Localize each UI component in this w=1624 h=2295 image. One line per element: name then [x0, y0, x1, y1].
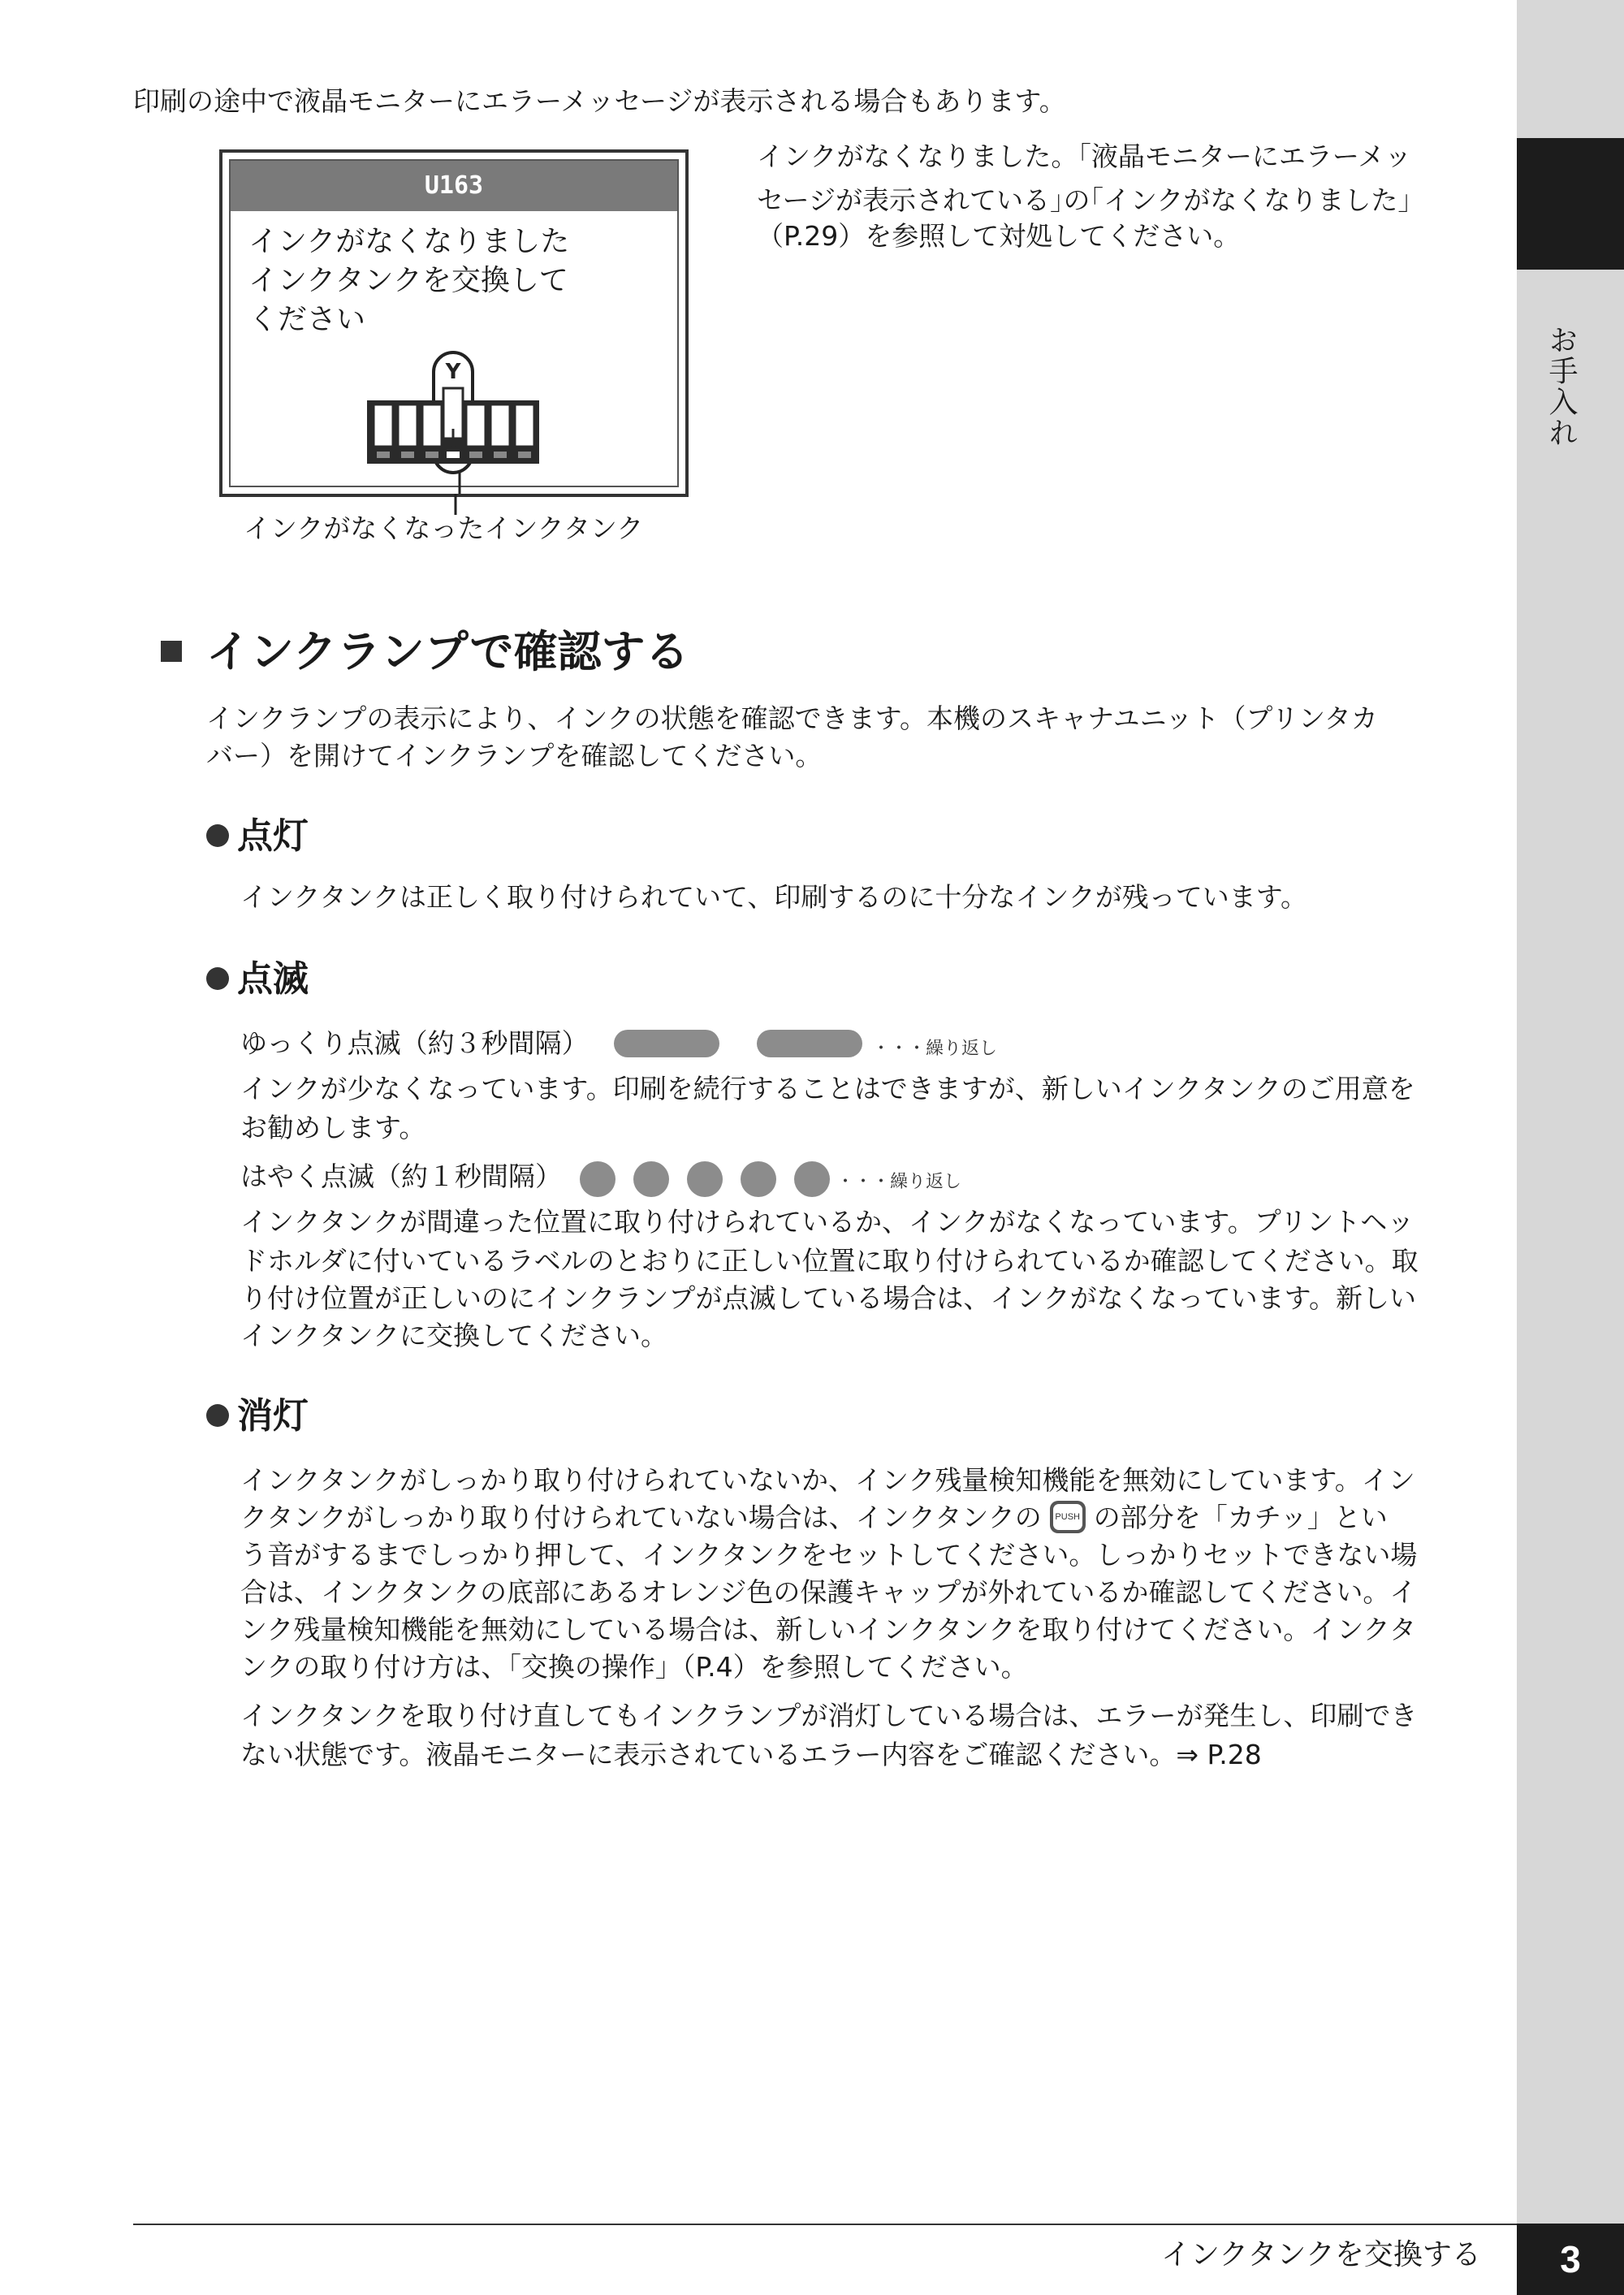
fast-blink-label: はやく点滅（約１秒間隔）	[240, 1160, 562, 1192]
blink-heading-text: 点滅	[237, 958, 309, 1000]
lcd-note-line-3: （P.29）を参照して対処してください。	[757, 220, 1241, 252]
ink-tank-1	[374, 404, 393, 447]
ink-tank-2	[398, 404, 417, 447]
footer-title: インクタンクを交換する	[1161, 2238, 1481, 2271]
footer-rule	[133, 2224, 1517, 2225]
off-body-line-6: ンクの取り付け方は、｢交換の操作｣（P.4）を参照してください。	[240, 1651, 1028, 1683]
off-body2-line-2: ない状態です。液晶モニターに表示されているエラー内容をご確認ください。⇒ P.28	[240, 1739, 1262, 1770]
fast-blink-body-1: インクタンクが間違った位置に取り付けられているか、インクがなくなっています。プリントヘッ	[240, 1206, 1415, 1238]
lit-heading-text: 点灯	[237, 815, 309, 857]
lit-body: インクタンクは正しく取り付けられていて、印刷するのに十分なインクが残っています。	[240, 881, 1308, 913]
off-body2-line-1: インクタンクを取り付け直してもインクランプが消灯している場合は、エラーが発生し、印刷でき	[240, 1700, 1418, 1731]
lcd-note-line-2: セージが表示されている｣の｢インクがなくなりました｣	[757, 184, 1411, 216]
fast-blink-repeat: ・・・繰り返し	[836, 1172, 962, 1192]
section-heading	[161, 624, 689, 681]
fast-blink-lamp-4	[741, 1161, 776, 1197]
square-bullet-icon	[161, 641, 182, 662]
fast-blink-body-4: インクタンクに交換してください。	[240, 1320, 668, 1351]
off-body-line-1: インクタンクがしっかり取り付けられていないか、インク残量検知機能を無効にしています。イン	[240, 1464, 1415, 1496]
fast-blink-lamp-5	[794, 1161, 830, 1197]
circle-bullet-icon	[206, 824, 229, 847]
side-tab-label: お手入れ	[1544, 325, 1578, 448]
off-heading	[206, 1392, 309, 1441]
circle-bullet-icon	[206, 1404, 229, 1427]
off-body-line-2: クタンクがしっかり取り付けられていない場合は、インクタンクの PUSH の部分を「カチッ」とい	[240, 1502, 1388, 1533]
off-body-line-5: ンク残量検知機能を無効にしている場合は、新しいインクタンクを取り付けてください。インクタ	[240, 1614, 1417, 1645]
off-body-line-3: う音がするまでしっかり押して、インクタンクをセットしてください。しっかりセットできない場	[240, 1539, 1418, 1571]
off-body-line-4: 合は、インクタンクの底部にあるオレンジ色の保護キャップが外れているか確認してください。イ	[240, 1576, 1417, 1608]
fast-blink-lamp-3	[687, 1161, 723, 1197]
page-number: 3	[1517, 2224, 1624, 2295]
slow-blink-body-1: インクが少なくなっています。印刷を続行することはできますが、新しいインクタンクのご用意を	[240, 1073, 1415, 1104]
intro-text: 印刷の途中で液晶モニターにエラーメッセージが表示される場合もあります。	[133, 85, 1066, 117]
tank-label-text: Y	[445, 360, 461, 384]
slow-blink-repeat: ・・・繰り返し	[872, 1039, 998, 1059]
ink-tank-illustration	[222, 153, 685, 494]
section-body-line-1: インクランプの表示により、インクの状態を確認できます。本機のスキャナユニット（プリンタカ	[206, 702, 1378, 734]
lcd-caption: インクがなくなったインクタンク	[244, 512, 644, 544]
circle-bullet-icon	[206, 967, 229, 990]
off-heading-text: 消灯	[237, 1395, 309, 1437]
slow-blink-body-2: お勧めします。	[240, 1112, 426, 1143]
push-icon: PUSH	[1050, 1501, 1086, 1533]
slow-blink-lamp-1	[614, 1030, 719, 1057]
lcd-message: インクがなくなりました インクタンクを交換して ください	[248, 225, 570, 336]
section-body-line-2: バー）を開けてインクランプを確認してください。	[206, 740, 823, 771]
lcd-note-line-1: インクがなくなりました。｢液晶モニターにエラーメッ	[757, 140, 1412, 172]
slow-blink-lamp-2	[757, 1030, 862, 1057]
lcd-screen	[219, 149, 689, 497]
fast-blink-body-3: り付け位置が正しいのにインクランプが点滅している場合は、インクがなくなっています。新しい	[240, 1282, 1417, 1314]
lit-heading	[206, 812, 309, 861]
fast-blink-lamp-2	[633, 1161, 669, 1197]
side-tab-marker	[1517, 138, 1624, 270]
blink-heading	[206, 955, 309, 1004]
fast-blink-body-2: ドホルダに付いているラベルのとおりに正しい位置に取り付けられているか確認してください。取	[240, 1245, 1419, 1277]
ink-tank-3	[422, 404, 442, 447]
error-code: U163	[231, 161, 677, 211]
section-heading-text: インクランプで確認する	[206, 626, 689, 677]
ink-tank-5	[466, 404, 486, 447]
ink-tank-7	[515, 404, 534, 447]
ink-tank-6	[490, 404, 510, 447]
slow-blink-label: ゆっくり点滅（約３秒間隔）	[240, 1027, 589, 1059]
fast-blink-lamp-1	[580, 1161, 615, 1197]
